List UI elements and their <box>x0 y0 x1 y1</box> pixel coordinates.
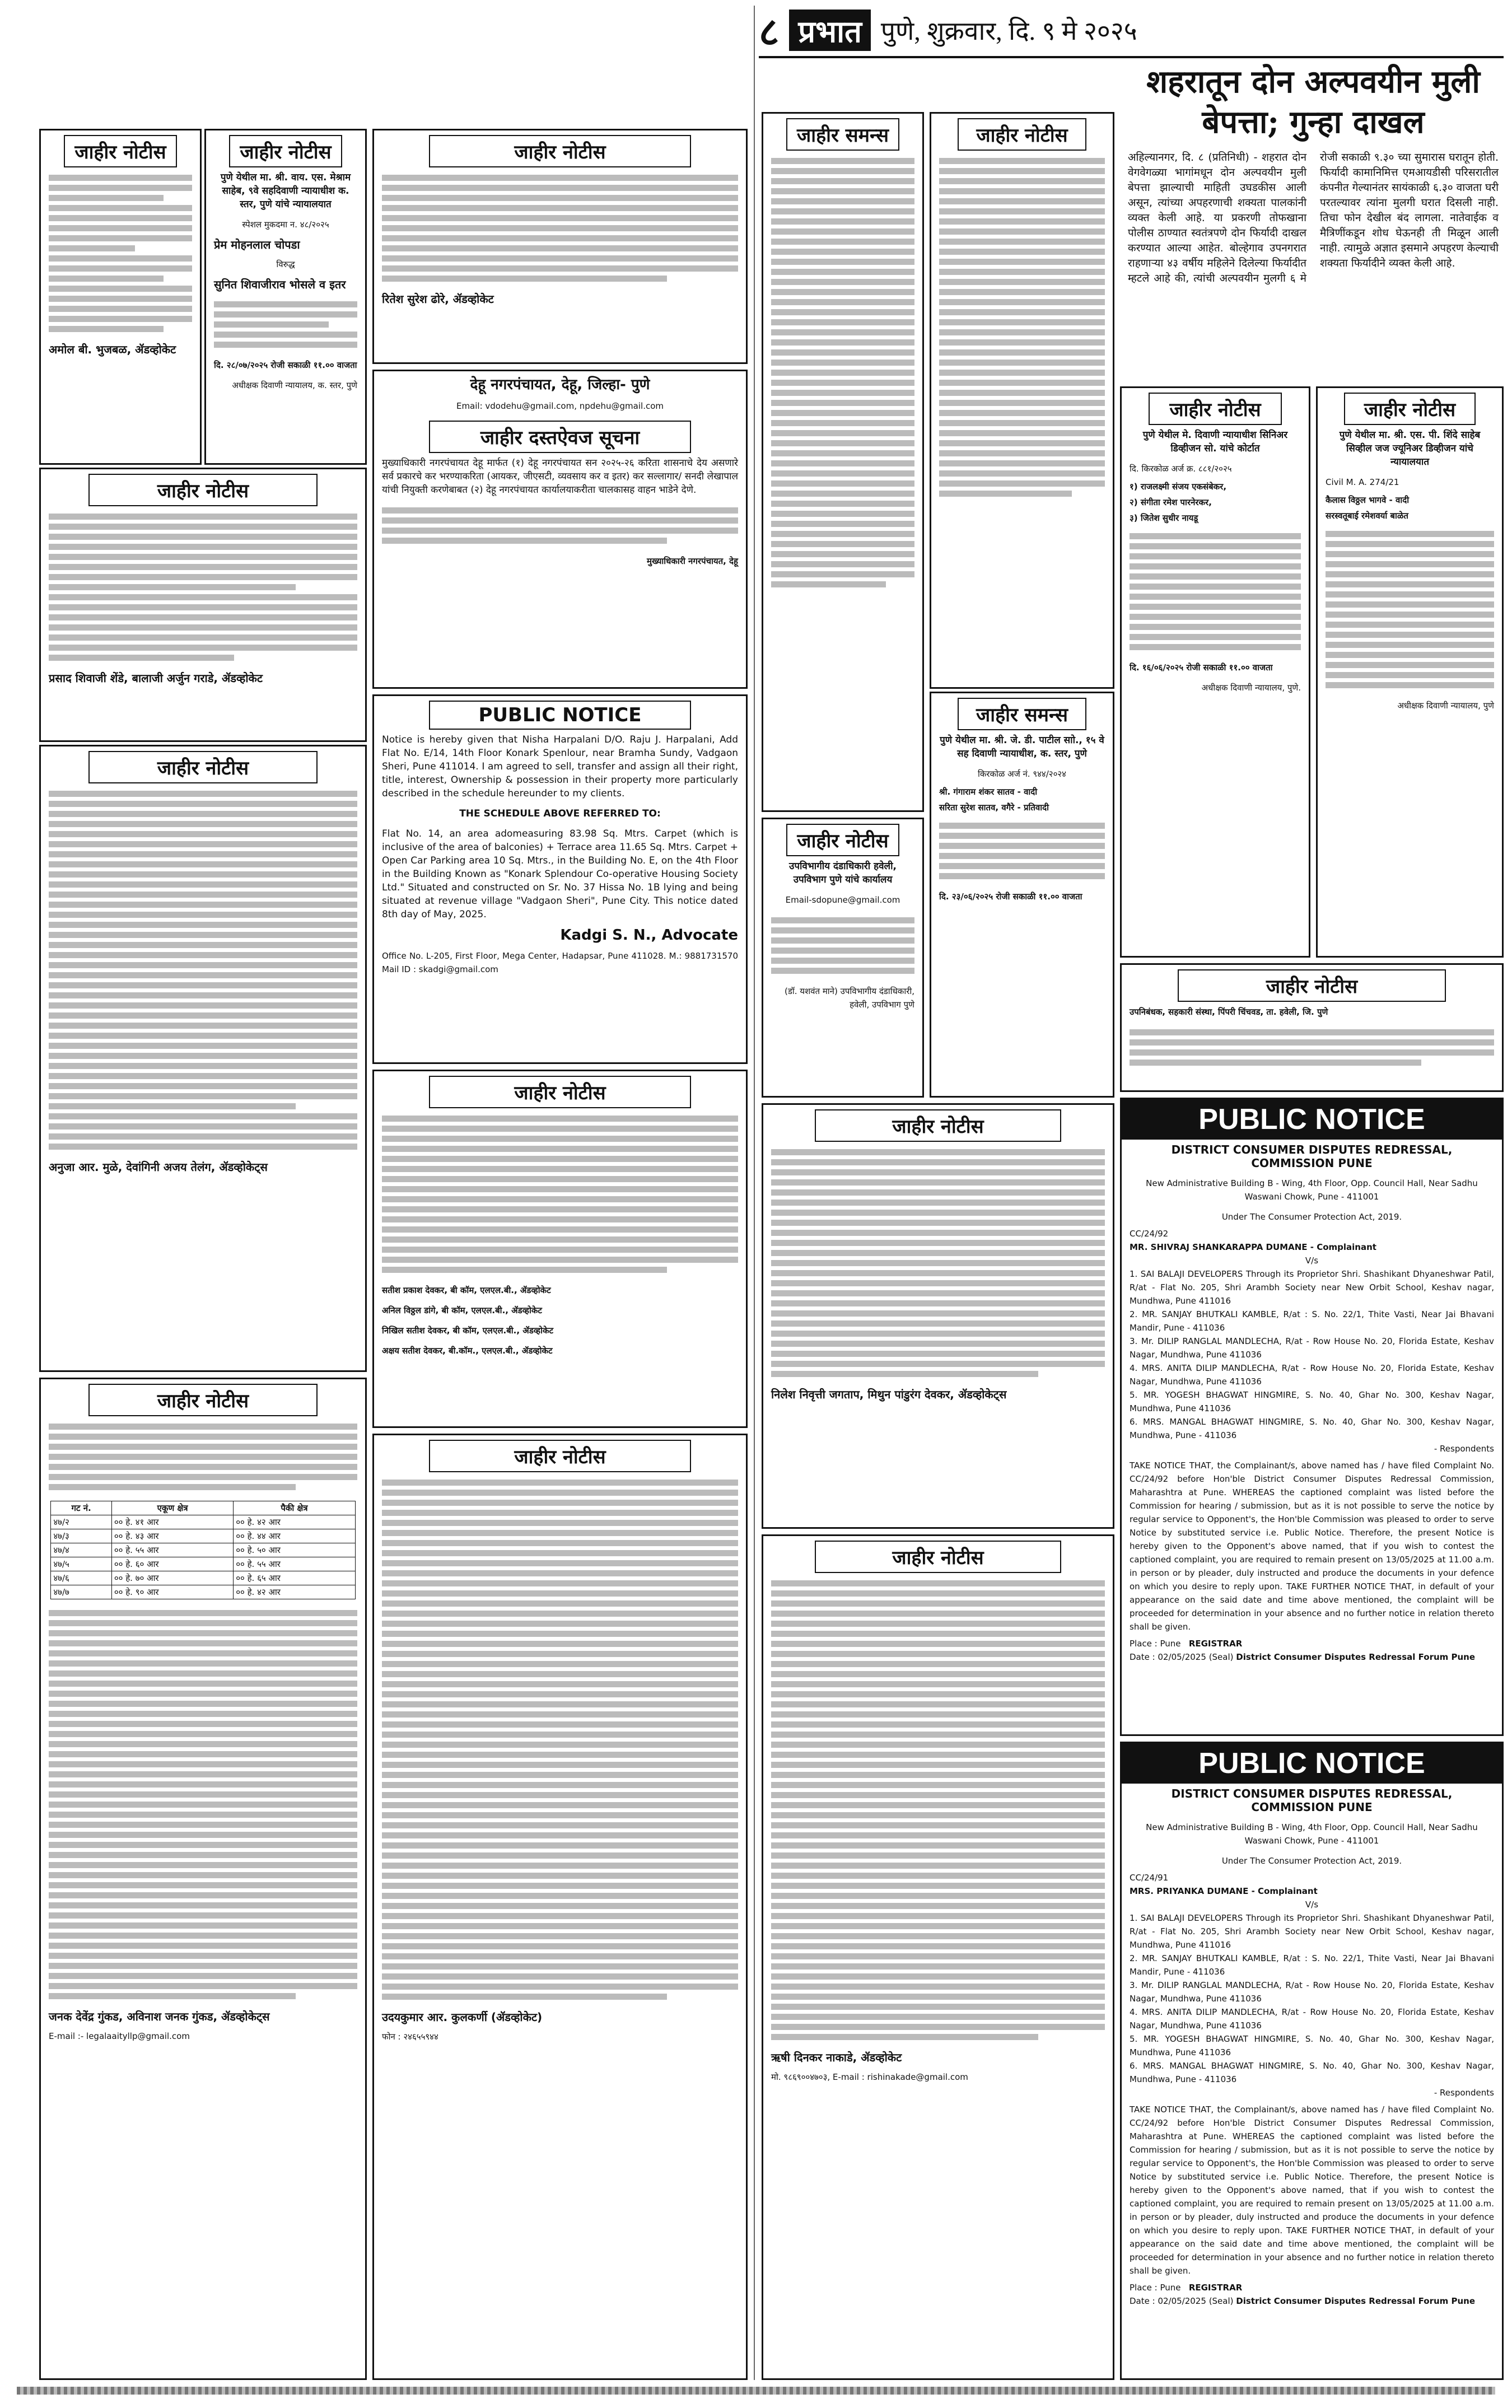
advocate-signature: अक्षय सतीश देवकर, बी.कॉम., एलएल.बी., ॲडव्होकेट <box>382 1346 553 1356</box>
commission-address: New Administrative Building B - Wing, 4th Floor, Opp. Council Hall, Near Sadhu Waswani Chowk, Pune - 411001 <box>1146 1178 1478 1202</box>
court-signature: अधीक्षक दिवाणी न्यायालय, क. स्तर, पुणे <box>232 380 357 390</box>
advocate-signature: Kadgi S. N., Advocate <box>560 927 738 944</box>
dehu-title: देहू नगरपंचायत, देहू, जिल्हा- पुणे <box>470 376 650 393</box>
plaintiff-name: प्रेम मोहनलाल चोपडा <box>214 238 300 251</box>
court-name: पुणे येथील मा. श्री. जे. डी. पाटील साो., १५ वे सह दिवाणी न्यायाधीश, क. स्तर, पुणे <box>940 735 1104 759</box>
versus-label: V/s <box>1305 1900 1319 1910</box>
date-label: Date : 02/05/2025 <box>1130 1652 1206 1662</box>
notice-udayakumar <box>372 1434 748 2380</box>
notice-nilesh <box>762 1103 1114 1529</box>
notice-heading: PUBLIC NOTICE <box>1122 1743 1502 1784</box>
notice-heading: PUBLIC NOTICE <box>1122 1099 1502 1140</box>
defendant-name: सुनित शिवाजीराव भोसले व इतर <box>214 278 346 291</box>
commission-act: Under The Consumer Protection Act, 2019. <box>1221 1212 1402 1222</box>
notice-rishi <box>762 1534 1114 2380</box>
advocate-signature: जनक देवेंद्र गुंकड, अविनाश जनक गुंकड, ॲडव्होकेट्स <box>49 2010 270 2023</box>
case-number: स्पेशल मुकदमा न. ४८/२०२५ <box>242 220 329 230</box>
hearing-date: दि. २३/०६/२०२५ रोजी सकाळी ११.०० वाजता <box>939 892 1082 902</box>
advocate-signature: ऋषी दिनकर नाकाडे, ॲडव्होकेट <box>771 2051 902 2064</box>
notice-heading: जाहीर नोटीस <box>1149 393 1282 425</box>
complainant-label: - Complainant <box>1251 1886 1318 1896</box>
opponent-5: 5. MR. YOGESH BHAGWAT HINGMIRE, S. No. 40, Ghar No. 300, Keshav Nagar, Mundhwa, Pune 411036 <box>1130 1390 1494 1413</box>
party-name: २) संगीता रमेश पारनेरकर, <box>1130 497 1212 507</box>
party-name: ३) जितेश सुधीर नायडू <box>1130 513 1198 523</box>
opponent-3: 3. Mr. DILIP RANGLAL MANDLECHA, R/at - Row House No. 20, Florida Estate, Keshav Nagar, Mundhwa, Pune 411036 <box>1130 1336 1494 1360</box>
notice-amol <box>39 129 202 465</box>
seal-label: (Seal) <box>1208 1652 1234 1662</box>
page-number: ८ <box>759 11 780 54</box>
masthead <box>759 4 1504 58</box>
notice-anuja <box>39 745 367 1372</box>
notice-samans-2 <box>930 692 1114 1098</box>
consumer-body: TAKE NOTICE THAT, the Complainant/s, above named has / have filed Complaint No. CC/24/92 before Hon'ble District Consumer Disputes Redressal Commission, Maharashtra at Pune. WHEREAS the captioned complaint was listed before the Commission for hearing / submission, but as it is not possible to serve the notice by regular service to Opponent's, the Hon'ble Commission was pleased to order to serve Notice by substituted service i.e. Public Notice. Therefore, the present Notice is hereby given to the Opponent's above named, that if you wish to contest the captioned complaint, you are required to remain present on 13/05/2025 at 11.00 a.m. in person or by pleader, duly instructed and produce the documents in your defence on which you desire to reply upon. TAKE FURTHER NOTICE THAT, in default of your appearance on the said date and time above mentioned, the complaint will be proceeded for determination in your absence and no further notice in relation thereto shall be given. <box>1130 1460 1494 1632</box>
commission-title: DISTRICT CONSUMER DISPUTES REDRESSAL, COMMISSION PUNE <box>1171 1143 1453 1170</box>
plaintiff-name: श्री. गंगाराम शंकर सातव - वादी <box>939 787 1038 797</box>
footer-rule <box>17 2387 1495 2395</box>
place-label: Place : Pune <box>1130 2283 1181 2293</box>
notice-devkar <box>372 1070 748 1428</box>
advocate-signature: प्रसाद शिवाजी शेंडे, बालाजी अर्जुन गराडे, ॲडव्होकेट <box>49 671 263 685</box>
dehu-signature: मुख्याधिकारी नगरपंचायत, देहू <box>646 556 738 566</box>
respondents-label: - Respondents <box>1434 1444 1494 1454</box>
notice-heading: जाहीर नोटीस <box>64 135 178 167</box>
opponent-3: 3. Mr. DILIP RANGLAL MANDLECHA, R/at - Row House No. 20, Florida Estate, Keshav Nagar, Mundhwa, Pune 411036 <box>1130 1980 1494 2004</box>
notice-heading: जाहीर नोटीस <box>429 135 692 167</box>
opponent-2: 2. MR. SANJAY BHUTKALI KAMBLE, R/at : S. No. 22/1, Thite Vasti, Near Jai Bhavani Mandir, Pune - 411036 <box>1130 1309 1494 1333</box>
public-notice-kadgi <box>372 694 748 1064</box>
versus-label: V/s <box>1305 1256 1319 1266</box>
opponent-6: 6. MRS. MANGAL BHAGWAT HINGMIRE, S. No. 40, Ghar No. 300, Keshav Nagar, Mundhwa, Pune - 411036 <box>1130 1417 1494 1440</box>
advocate-signature: उदयकुमार आर. कुलकर्णी (ॲडव्होकेट) <box>382 2010 543 2024</box>
table-row: ४७/६ ०० हे. ७० आर ०० हे. ६५ आर <box>51 1571 355 1585</box>
versus-label: विरुद्ध <box>276 259 295 269</box>
advocate-signature: अनुजा आर. मुळे, देवांगिनी अजय तेलंग, ॲडव्होकेट्स <box>49 1160 268 1174</box>
notice-heading: जाहीर नोटीस <box>88 1384 318 1416</box>
issue-date: पुणे, शुक्रवार, दि. ९ मे २०२५ <box>880 17 1137 45</box>
consumer-notice-1 <box>1120 1098 1504 1736</box>
advocate-signature: निलेश निवृत्ती जगताप, मिथुन पांडुरंग देवकर, ॲडव्होकेट्स <box>771 1388 1007 1401</box>
case-number: CC/24/92 <box>1130 1229 1169 1239</box>
notice-heading: जाहीर नोटीस <box>88 474 318 506</box>
registrar-label: REGISTRAR <box>1188 1639 1243 1649</box>
opponent-1: 1. SAI BALAJI DEVELOPERS Through its Proprietor Shri. Shashikant Dhyaneshwar Patil, R/at - Flat No. 205, Shri Arambh Society near New Orbit School, Keshav nagar, Mundhwa, Pune 411016 <box>1130 1913 1494 1950</box>
advocate-address: Office No. L-205, First Floor, Mega Center, Hadapsar, Pune 411028. M.: 9881731570 Mail ID : skadgi@gmail.com <box>382 951 738 974</box>
case-number: दि. किरकोळ अर्ज क्र. ८८१/२०२५ <box>1130 464 1232 474</box>
hearing-date: दि. २८/०७/२०२५ रोजी सकाळी ११.०० वाजता <box>214 360 357 370</box>
lead-body: अहिल्यानगर, दि. ८ (प्रतिनिधी) - शहरात दोन वेगवेगळ्या भागांमधून दोन अल्पवयीन मुली बेपत्ता झाल्याची माहिती उघडकीस आली असून, त्यांच्या अपहरणाची शक्यता पालकांनी व्यक्त केली आहे. या प्रकरणी तोफखाना पोलीस ठाण्यात स्वतंत्रपणे दोन फिर्यादी दाखल करण्यात आल्या आहेत. बोल्हेगाव उपनगरात राहणाऱ्या ४३ वर्षीय महिलेने दिलेल्या फिर्यादीत म्हटले आहे की, त्यांची अल्पवयीन मुलगी ६ मे रोजी सकाळी ९.३० च्या सुमारास घरातून होती. फिर्यादी कामानिमित्त एमआयडीसी परिसरातील कंपनीत गेल्यानंतर सायंकाळी ६.३० वाजता घरी परतल्यावर त्यांना मुलगी घरात दिसली नाही. तिचा फोन देखील बंद लागला. नातेवाईक व मैत्रिणींकडून शोध घेऊनही ती मिळून आली नाही. त्यामुळे अज्ञात इसमाने अपहरण केल्याची शक्यता फिर्यादीने व्यक्त केली आहे. <box>1128 151 1499 284</box>
notice-pimpri <box>1316 386 1504 958</box>
office-name: उपविभागीय दंडाधिकारी हवेली, उपविभाग पुणे यांचे कार्यालय <box>789 861 897 885</box>
registrar-body: District Consumer Disputes Redressal Forum Pune <box>1236 1652 1476 1662</box>
case-number: किरकोळ अर्ज नं. ९४४/२०२४ <box>978 769 1066 779</box>
date-label: Date : 02/05/2025 <box>1130 2296 1206 2306</box>
dehu-body: मुख्याधिकारी नगरपंचायत देहू मार्फत (१) देहू नगरपंचायत सन २०२५-२६ करिता शासनाचे देय असणारे सर्व प्रकारचे कर भरण्याकरिता (आयकर, जीएसटी, व्यवसाय कर व इतर) कर सल्लागार/ सनदी लेखापाल यांची नियुक्ती करणेबाबत (२) देहू नगरपंचायत कार्यालयाकरीता चालकासह वाहन भाडेने देणे. <box>382 458 738 496</box>
court-signature: अधीक्षक दिवाणी न्यायालय, पुणे <box>1397 701 1494 711</box>
land-table <box>50 1501 355 1599</box>
table-row: ४७/४ ०० हे. ५५ आर ०० हे. ५० आर <box>51 1543 355 1557</box>
table-row: ४७/३ ०० हे. ४३ आर ०० हे. ४४ आर <box>51 1529 355 1543</box>
table-row: ४७/५ ०० हे. ६० आर ०० हे. ५५ आर <box>51 1557 355 1571</box>
notice-heading: जाहीर नोटीस <box>429 1076 692 1108</box>
case-number: CC/24/91 <box>1130 1873 1169 1883</box>
notice-heading: जाहीर नोटीस <box>1178 969 1446 1002</box>
registrar-body: District Consumer Disputes Redressal Forum Pune <box>1236 2296 1476 2306</box>
table-header: एकूण क्षेत्र <box>111 1501 233 1515</box>
advocate-signature: अनिल विठ्ठल डांगे, बी कॉम, एलएल.बी., ॲडव्होकेट <box>382 1305 542 1315</box>
lead-story <box>1120 62 1506 375</box>
advocate-phone: फोन : २४६५५९४४ <box>382 2032 438 2042</box>
notice-heading: जाहीर समन्स <box>786 118 900 151</box>
table-header: गट नं. <box>51 1501 111 1515</box>
opponent-4: 4. MRS. ANITA DILIP MANDLECHA, R/at - Row House No. 20, Florida Estate, Keshav Nagar, Mundhwa, Pune 411036 <box>1130 1363 1494 1387</box>
complainant-label: - Complainant <box>1310 1242 1376 1252</box>
notice-heading: जाहीर नोटीस <box>229 135 343 167</box>
newspaper-logo: प्रभात <box>789 10 870 51</box>
notice-heading: जाहीर नोटीस <box>429 1440 692 1472</box>
defendant-name: सरिता सुरेश सातव, वगैरे - प्रतिवादी <box>939 802 1049 813</box>
case-number: Civil M. A. 274/21 <box>1326 477 1399 487</box>
opponent-4: 4. MRS. ANITA DILIP MANDLECHA, R/at - Row House No. 20, Florida Estate, Keshav Nagar, Mundhwa, Pune 411036 <box>1130 2007 1494 2031</box>
opponent-5: 5. MR. YOGESH BHAGWAT HINGMIRE, S. No. 40, Ghar No. 300, Keshav Nagar, Mundhwa, Pune 411036 <box>1130 2034 1494 2057</box>
notice-samans-1 <box>762 112 924 812</box>
notice-heading: जाहीर दस्तऐवज सूचना <box>429 421 692 453</box>
schedule-body: Flat No. 14, an area adomeasuring 83.98 Sq. Mtrs. Carpet (which is inclusive of the area of balconies) + Terrace area 11.65 Sq. Mtrs. Carpet + Open Car Parking area 10 Sq. Mtrs., in the Building No. E, on the 4th Floor in the Building Known as "Konark Splendour Co-operative Housing Society Ltd." Situated and constructed on Sr. No. 37 Hissa No. 1B lying and being situated at revenue village "Vadgaon Sheri", Pune City. This notice dated 8th day of May, 2025. <box>382 828 738 920</box>
table-row: ४७/७ ०० हे. ९० आर ०० हे. ४२ आर <box>51 1585 355 1599</box>
notice-land-table <box>39 1378 367 2380</box>
public-notice-body: Notice is hereby given that Nisha Harpalani D/O. Raju J. Harpalani, Add Flat No. E/14, 14th Floor Konark Spenlour, near Bramha Sundy, Vadgaon Sheri, Pune 411014. I am agreed to sell, transfer and assign all their right, title, interest, Ownership & possession in their property more particularly described in the schedule hereunder to my clients. <box>382 734 738 799</box>
notice-heading: PUBLIC NOTICE <box>429 701 692 730</box>
advocate-signature: रितेश सुरेश ढोरे, ॲडव्होकेट <box>382 292 494 306</box>
commission-title: DISTRICT CONSUMER DISPUTES REDRESSAL, COMMISSION PUNE <box>1171 1787 1453 1814</box>
notice-heading: जाहीर नोटीस <box>815 1109 1062 1142</box>
office-signature: (डॉ. यशवंत माने) उपविभागीय दंडाधिकारी, हवेली, उपविभाग पुणे <box>784 986 914 1010</box>
party-name: १) राजलक्ष्मी संजय एकसंबेकर, <box>1130 482 1227 492</box>
office-name: उपनिबंधक, सहकारी संस्था, पिंपरी चिंचवड, ता. हवेली, जि. पुणे <box>1130 1007 1328 1017</box>
commission-address: New Administrative Building B - Wing, 4th Floor, Opp. Council Hall, Near Sadhu Waswani Chowk, Pune - 411001 <box>1146 1822 1478 1846</box>
place-label: Place : Pune <box>1130 1639 1181 1649</box>
notice-upnibandhak <box>1120 963 1504 1092</box>
lead-headline: शहरातून दोन अल्पवयीन मुली बेपत्ता; गुन्हा दाखल <box>1146 63 1480 141</box>
notice-right-1 <box>930 112 1114 689</box>
notice-heading: जाहीर नोटीस <box>786 824 900 856</box>
advocate-contact: मो. ९८६९००४७०३, E-mail : rishinakade@gmail.com <box>771 2072 968 2082</box>
complainant-name: MR. SHIVRAJ SHANKARAPPA DUMANE <box>1130 1242 1308 1252</box>
notice-heading: जाहीर नोटीस <box>958 118 1087 151</box>
consumer-notice-2 <box>1120 1742 1504 2380</box>
notice-heading: जाहीर नोटीस <box>1344 393 1475 425</box>
opponent-2: 2. MR. SANJAY BHUTKALI KAMBLE, R/at : S. No. 22/1, Thite Vasti, Near Jai Bhavani Mandir, Pune - 411036 <box>1130 1953 1494 1977</box>
advocate-signature: सतीश प्रकाश देवकर, बी कॉम, एलएल.बी., ॲडव्होकेट <box>382 1285 551 1295</box>
table-row: ४७/२ ०० हे. ४१ आर ०० हे. ४२ आर <box>51 1515 355 1529</box>
table-header: पैकी क्षेत्र <box>234 1501 355 1515</box>
opponent-1: 1. SAI BALAJI DEVELOPERS Through its Proprietor Shri. Shashikant Dhyaneshwar Patil, R/at - Flat No. 205, Shri Arambh Society near New Orbit School, Keshav nagar, Mundhwa, Pune 411016 <box>1130 1269 1494 1306</box>
notice-ritesh <box>372 129 748 364</box>
schedule-title: THE SCHEDULE ABOVE REFERRED TO: <box>459 808 661 819</box>
notice-heading: जाहीर नोटीस <box>88 751 318 783</box>
notice-heading: जाहीर समन्स <box>958 698 1087 730</box>
notice-heading: जाहीर नोटीस <box>815 1541 1062 1573</box>
dehu-email: Email: vdodehu@gmail.com, npdehu@gmail.com <box>456 401 664 411</box>
court-name: पुणे येथील मे. दिवाणी न्यायाधीश सिनिअर डिव्हीजन सो. यांचे कोर्टात <box>1142 430 1288 454</box>
court-signature: अधीक्षक दिवाणी न्यायालय, पुणे. <box>1201 683 1301 693</box>
complainant-name: MRS. PRIYANKA DUMANE <box>1130 1886 1249 1896</box>
advocate-email: E-mail :- legalaaityllp@gmail.com <box>49 2031 190 2041</box>
respondents-label: - Respondents <box>1434 2088 1494 2098</box>
opponent-6: 6. MRS. MANGAL BHAGWAT HINGMIRE, S. No. 40, Ghar No. 300, Keshav Nagar, Mundhwa, Pune - 411036 <box>1130 2061 1494 2084</box>
notice-sdo <box>762 818 924 1098</box>
notice-prasad <box>39 468 367 742</box>
registrar-label: REGISTRAR <box>1188 2283 1243 2293</box>
hearing-date: दि. १६/०६/२०२५ रोजी सकाळी ११.०० वाजता <box>1130 662 1273 673</box>
center-gutter <box>754 6 755 2380</box>
advocate-signature: निखिल सतीश देवकर, बी कॉम, एलएल.बी., ॲडव्होकेट <box>382 1326 554 1336</box>
commission-act: Under The Consumer Protection Act, 2019. <box>1221 1856 1402 1866</box>
notice-court-1 <box>204 129 367 465</box>
court-name: पुणे येथील मा. श्री. वाय. एस. मेश्राम साहेब, ९वे सहदिवाणी न्यायाधीश क. स्तर, पुणे यांचे न्यायालयात <box>220 172 351 210</box>
court-name: पुणे येथील मा. श्री. एस. पी. शिंदे साहेब सिव्हील जज ज्यूनिअर डिव्हीजन यांचे न्यायालयात <box>1339 430 1481 468</box>
defendant-name: सरस्वतूबाई रमेशवर्या बाळेत <box>1326 511 1408 521</box>
consumer-body: TAKE NOTICE THAT, the Complainant/s, above named has / have filed Complaint No. CC/24/92 before Hon'ble District Consumer Disputes Redressal Commission, Maharashtra at Pune. WHEREAS the captioned complaint was listed before the Commission for hearing / submission, but as it is not possible to serve the notice by regular service to Opponent's, the Hon'ble Commission was pleased to order to serve Notice by substituted service i.e. Public Notice. Therefore, the present Notice is hereby given to the Opponent's above named, that if you wish to contest the captioned complaint, you are required to remain present on 13/05/2025 at 11.00 a.m. in person or by pleader, duly instructed and produce the documents in your defence on which you desire to reply upon. TAKE FURTHER NOTICE THAT, in default of your appearance on the said date and time above mentioned, the complaint will be proceeded for determination in your absence and no further notice in relation thereto shall be given. <box>1130 2104 1494 2276</box>
office-email: Email-sdopune@gmail.com <box>785 895 900 905</box>
seal-label: (Seal) <box>1208 2296 1234 2306</box>
notice-dehu <box>372 370 748 689</box>
advocate-signature: अमोल बी. भुजबळ, ॲडव्होकेट <box>49 343 176 356</box>
notice-diwani <box>1120 386 1310 958</box>
plaintiff-name: कैलास विठ्ठल भागवे - वादी <box>1326 495 1410 505</box>
